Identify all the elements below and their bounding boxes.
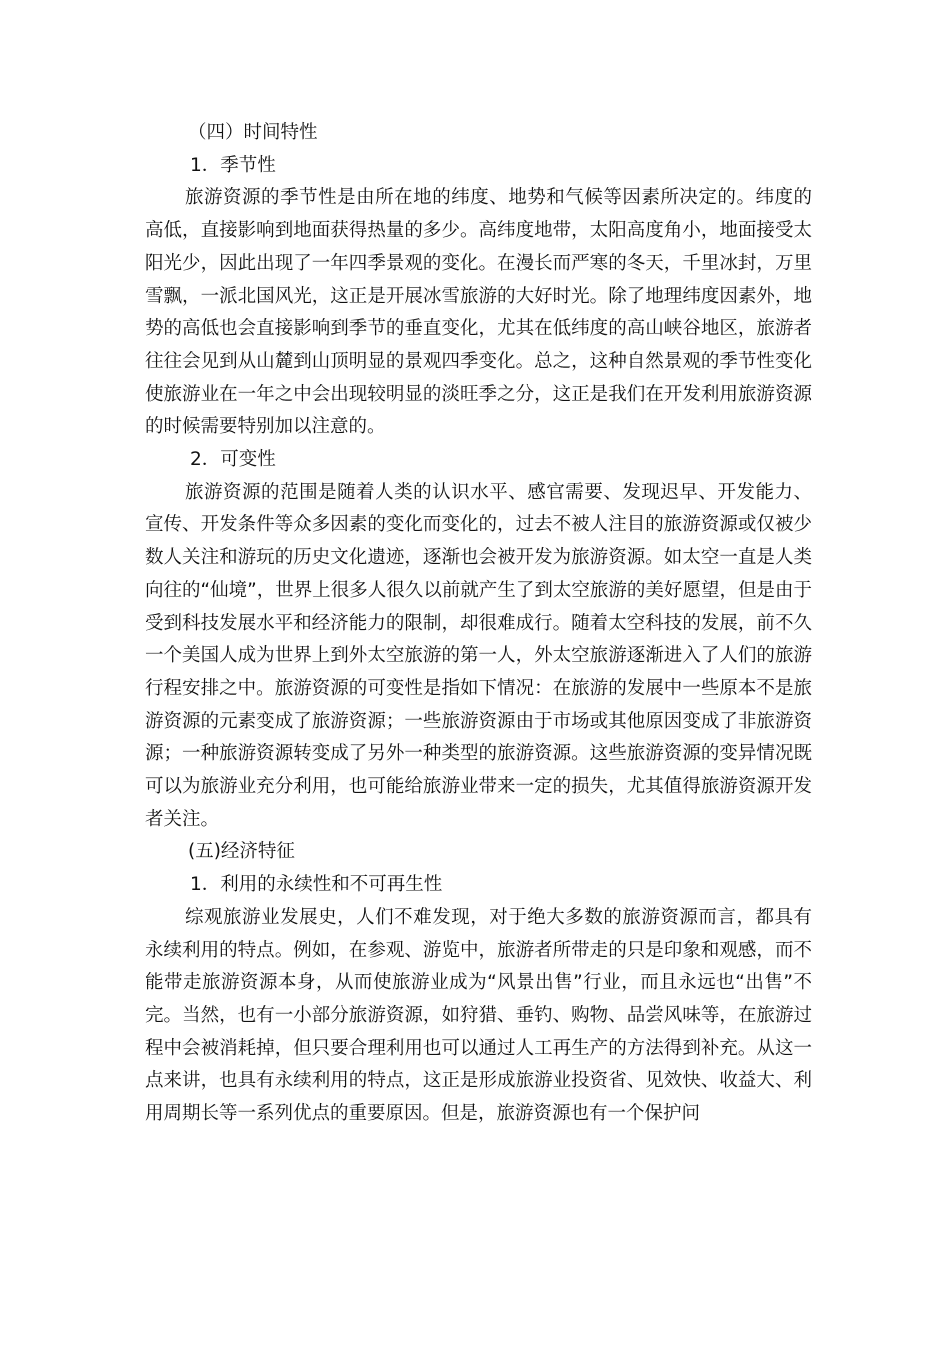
document-page — [145, 117, 812, 1131]
paragraph-variability: 旅游资源的范围是随着人类的认识水平、感官需要、发现迟早、开发能力、宣传、开发条件等众多因素的变化而变化的，过去不被人注目的旅游资源或仅被少数人关注和游玩的历史文化遗迹，逐渐也会被开发为旅游资源。如太空一直是人类向往的“仙境”，世界上很多人很久以前就产生了到太空旅游的美好愿望，但是由于受到科技发展水平和经济能力的限制，却很难成行。随着太空科技的发展，前不久一个美国人成为世界上到外太空旅游的第一人，外太空旅游逐渐进入了人们的旅游行程安排之中。旅游资源的可变性是指如下情况：在旅游的发展中一些原本不是旅游资源的元素变成了旅游资源；一些旅游资源由于市场或其他原因变成了非旅游资源；一种旅游资源转变成了另外一种类型的旅游资源。这些旅游资源的变异情况既可以为旅游业充分利用，也可能给旅游业带来一定的损失，尤其值得旅游资源开发者关注。 — [145, 481, 812, 830]
paragraph-seasonality: 旅游资源的季节性是由所在地的纬度、地势和气候等因素所决定的。纬度的高低，直接影响到地面获得热量的多少。高纬度地带，太阳高度角小，地面接受太阳光少，因此出现了一年四季景观的变化。在漫长而严寒的冬天，千里冰封，万里雪飘，一派北国风光，这正是开展冰雪旅游的大好时光。除了地理纬度因素外，地势的高低也会直接影响到季节的垂直变化，尤其在低纬度的高山峡谷地区，旅游者往往会见到从山麓到山顶明显的景观四季变化。总之，这种自然景观的季节性变化使旅游业在一年之中会出现较明显的淡旺季之分，这正是我们在开发利用旅游资源的时候需要特别加以注意的。 — [145, 187, 812, 438]
subheading-seasonality: 1．季节性 — [190, 154, 276, 176]
section-heading-time-features: （四）时间特性 — [188, 122, 318, 143]
subheading-permanence: 1．利用的永续性和不可再生性 — [190, 874, 443, 896]
paragraph-permanence: 综观旅游业发展史，人们不难发现，对于绝大多数的旅游资源而言，都具有永续利用的特点。例如，在参观、游览中，旅游者所带走的只是印象和观感，而不能带走旅游资源本身，从而使旅游业成为“风景出售”行业，而且永远也“出售”不完。当然，也有一小部分旅游资源，如狩猎、垂钓、购物、品尝风味等，在旅游过程中会被消耗掉，但只要合理利用也可以通过人工再生产的方法得到补充。从这一点来讲，也具有永续利用的特点，这正是形成旅游业投资省、见效快、收益大、利用周期长等一系列优点的重要原因。但是，旅游资源也有一个保护问 — [145, 906, 812, 1125]
section-heading-economic-features: (五)经济特征 — [188, 841, 295, 863]
subheading-variability: 2．可变性 — [190, 449, 276, 471]
